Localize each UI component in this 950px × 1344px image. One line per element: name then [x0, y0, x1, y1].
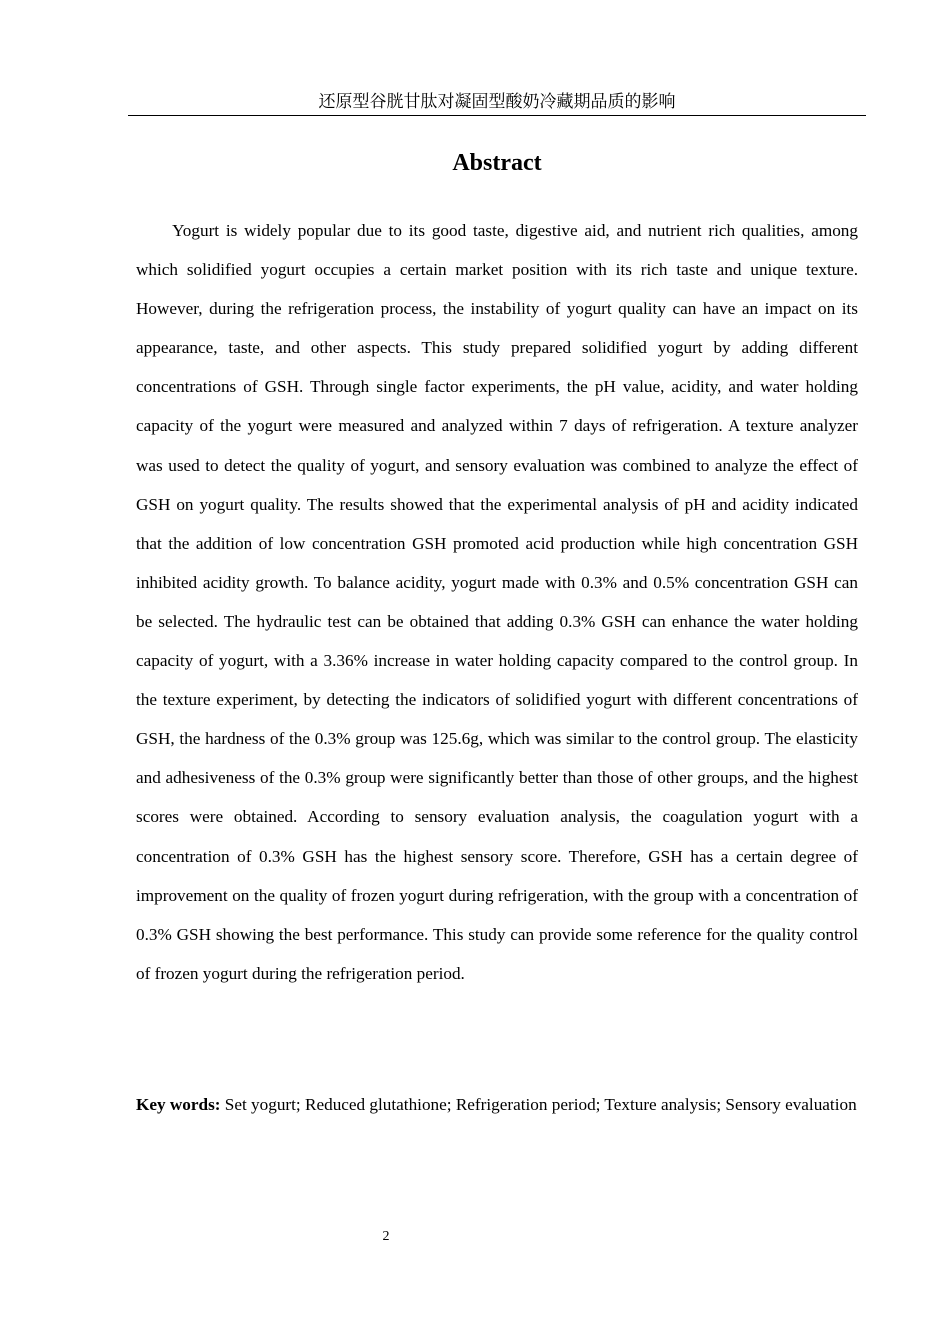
keywords-line	[136, 1085, 858, 1124]
abstract-heading: Abstract	[452, 150, 542, 176]
page-number: 2	[382, 1229, 390, 1244]
keywords-list: Set yogurt; Reduced glutathione; Refrigeration period; Texture analysis; Sensory evaluation	[224, 1095, 857, 1114]
header-divider	[128, 115, 866, 116]
abstract-paragraph: Yogurt is widely popular due to its good taste, digestive aid, and nutrient rich qualities, among which solidified yogurt occupies a certain market position with its rich taste and unique texture. However, during the refrigeration process, the instability of yogurt quality can have an impact on its appearance, taste, and other aspects. This study prepared solidified yogurt by adding different concentrations of GSH. Through single factor experiments, the pH value, acidity, and water holding capacity of the yogurt were measured and analyzed within 7 days of refrigeration. A texture analyzer was used to detect the quality of yogurt, and sensory evaluation was combined to analyze the effect of GSH on yogurt quality. The results showed that the experimental analysis of pH and acidity indicated that the addition of low concentration GSH promoted acid production while high concentration GSH inhibited acidity growth. To balance acidity, yogurt made with 0.3% and 0.5% concentration GSH can be selected. The hydraulic test can be obtained that adding 0.3% GSH can enhance the water holding capacity of yogurt, with a 3.36% increase in water holding capacity compared to the control group. In the texture experiment, by detecting the indicators of solidified yogurt with different concentrations of GSH, the hardness of the 0.3% group was 125.6g, which was similar to the control group. The elasticity and adhesiveness of the 0.3% group were significantly better than those of other groups, and the highest scores were obtained. According to sensory evaluation analysis, the coagulation yogurt with a concentration of 0.3% GSH has the highest sensory score. Therefore, GSH has a certain degree of improvement on the quality of frozen yogurt during refrigeration, with the group with a concentration of 0.3% GSH showing the best performance. This study can provide some reference for the quality control of frozen yogurt during the refrigeration period.	[136, 221, 858, 983]
keywords-label: Key words:	[136, 1095, 221, 1114]
running-header-title: 还原型谷胱甘肽对凝固型酸奶冷藏期品质的影响	[318, 92, 676, 112]
